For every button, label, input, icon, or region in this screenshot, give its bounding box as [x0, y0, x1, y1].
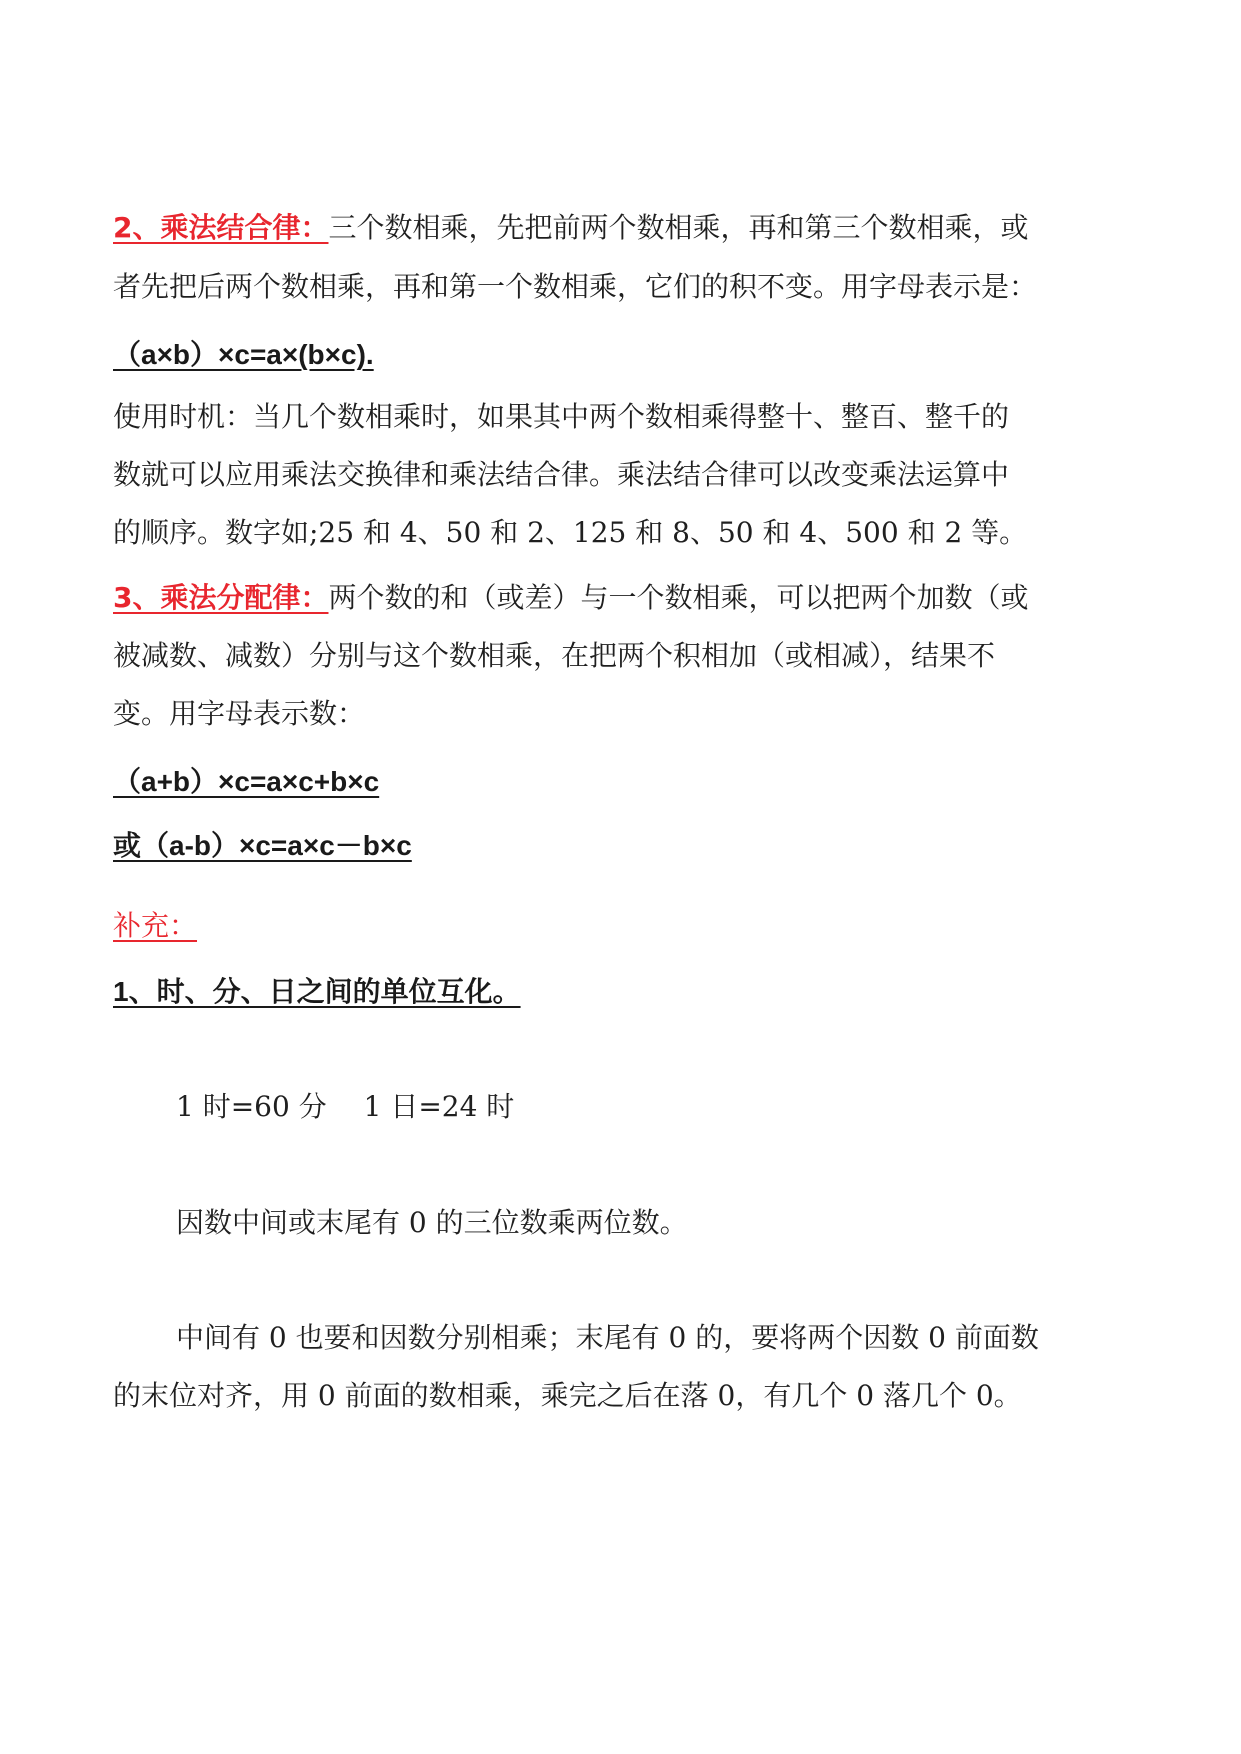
- conversion-line: 1 时=60 分 1 日=24 时: [176, 1090, 515, 1123]
- section3-formula1: （a+b）×c=a×c+b×c: [113, 766, 380, 797]
- section2-line2: 者先把后两个数相乘，再和第一个数相乘，它们的积不变。用字母表示是：: [113, 270, 1038, 303]
- supplement-item1-line: [113, 972, 521, 1012]
- section3-formula2: 或（a-b）×c=a×c－b×c: [113, 830, 412, 861]
- section3-line3: 变。用字母表示数：: [113, 697, 366, 730]
- section2-text-1: 三个数相乘，先把前两个数相乘，再和第三个数相乘，或: [328, 211, 1029, 244]
- section3-heading: 3、乘法分配律：: [113, 581, 329, 614]
- section2-heading: 2、乘法结合律：: [113, 211, 329, 244]
- rule-line2: 的末位对齐，用 0 前面的数相乘，乘完之后在落 0，有几个 0 落几个 0。: [113, 1379, 1022, 1412]
- section3-formula1-line: [113, 762, 379, 802]
- rule-line1: 中间有 0 也要和因数分别相乘；末尾有 0 的，要将两个因数 0 前面数: [176, 1321, 1039, 1354]
- section3-text-1: 两个数的和（或差）与一个数相乘，可以把两个加数（或: [328, 581, 1029, 614]
- section2-formula-line: [113, 335, 374, 375]
- section3-formula2-line: [113, 826, 412, 866]
- supplement-item1: 1、时、分、日之间的单位互化。: [113, 976, 521, 1007]
- supplement-heading-line: [113, 906, 197, 946]
- usage-line2: 数就可以应用乘法交换律和乘法结合律。乘法结合律可以改变乘法运算中: [113, 458, 1010, 491]
- section2-line1: [113, 208, 1029, 248]
- section3-line2: 被减数、减数）分别与这个数相乘，在把两个积相加（或相减），结果不: [113, 639, 996, 672]
- topic-line: 因数中间或末尾有 0 的三位数乘两位数。: [176, 1206, 688, 1239]
- usage-line1: 使用时机：当几个数相乘时，如果其中两个数相乘得整十、整百、整千的: [113, 400, 1010, 433]
- supplement-heading: 补充：: [113, 909, 198, 942]
- usage-line3: 的顺序。数字如;25 和 4、50 和 2、125 和 8、50 和 4、500 和 2 等。: [113, 516, 1028, 549]
- section3-line1: [113, 578, 1029, 618]
- section2-formula: （a×b）×c=a×(b×c).: [113, 339, 374, 370]
